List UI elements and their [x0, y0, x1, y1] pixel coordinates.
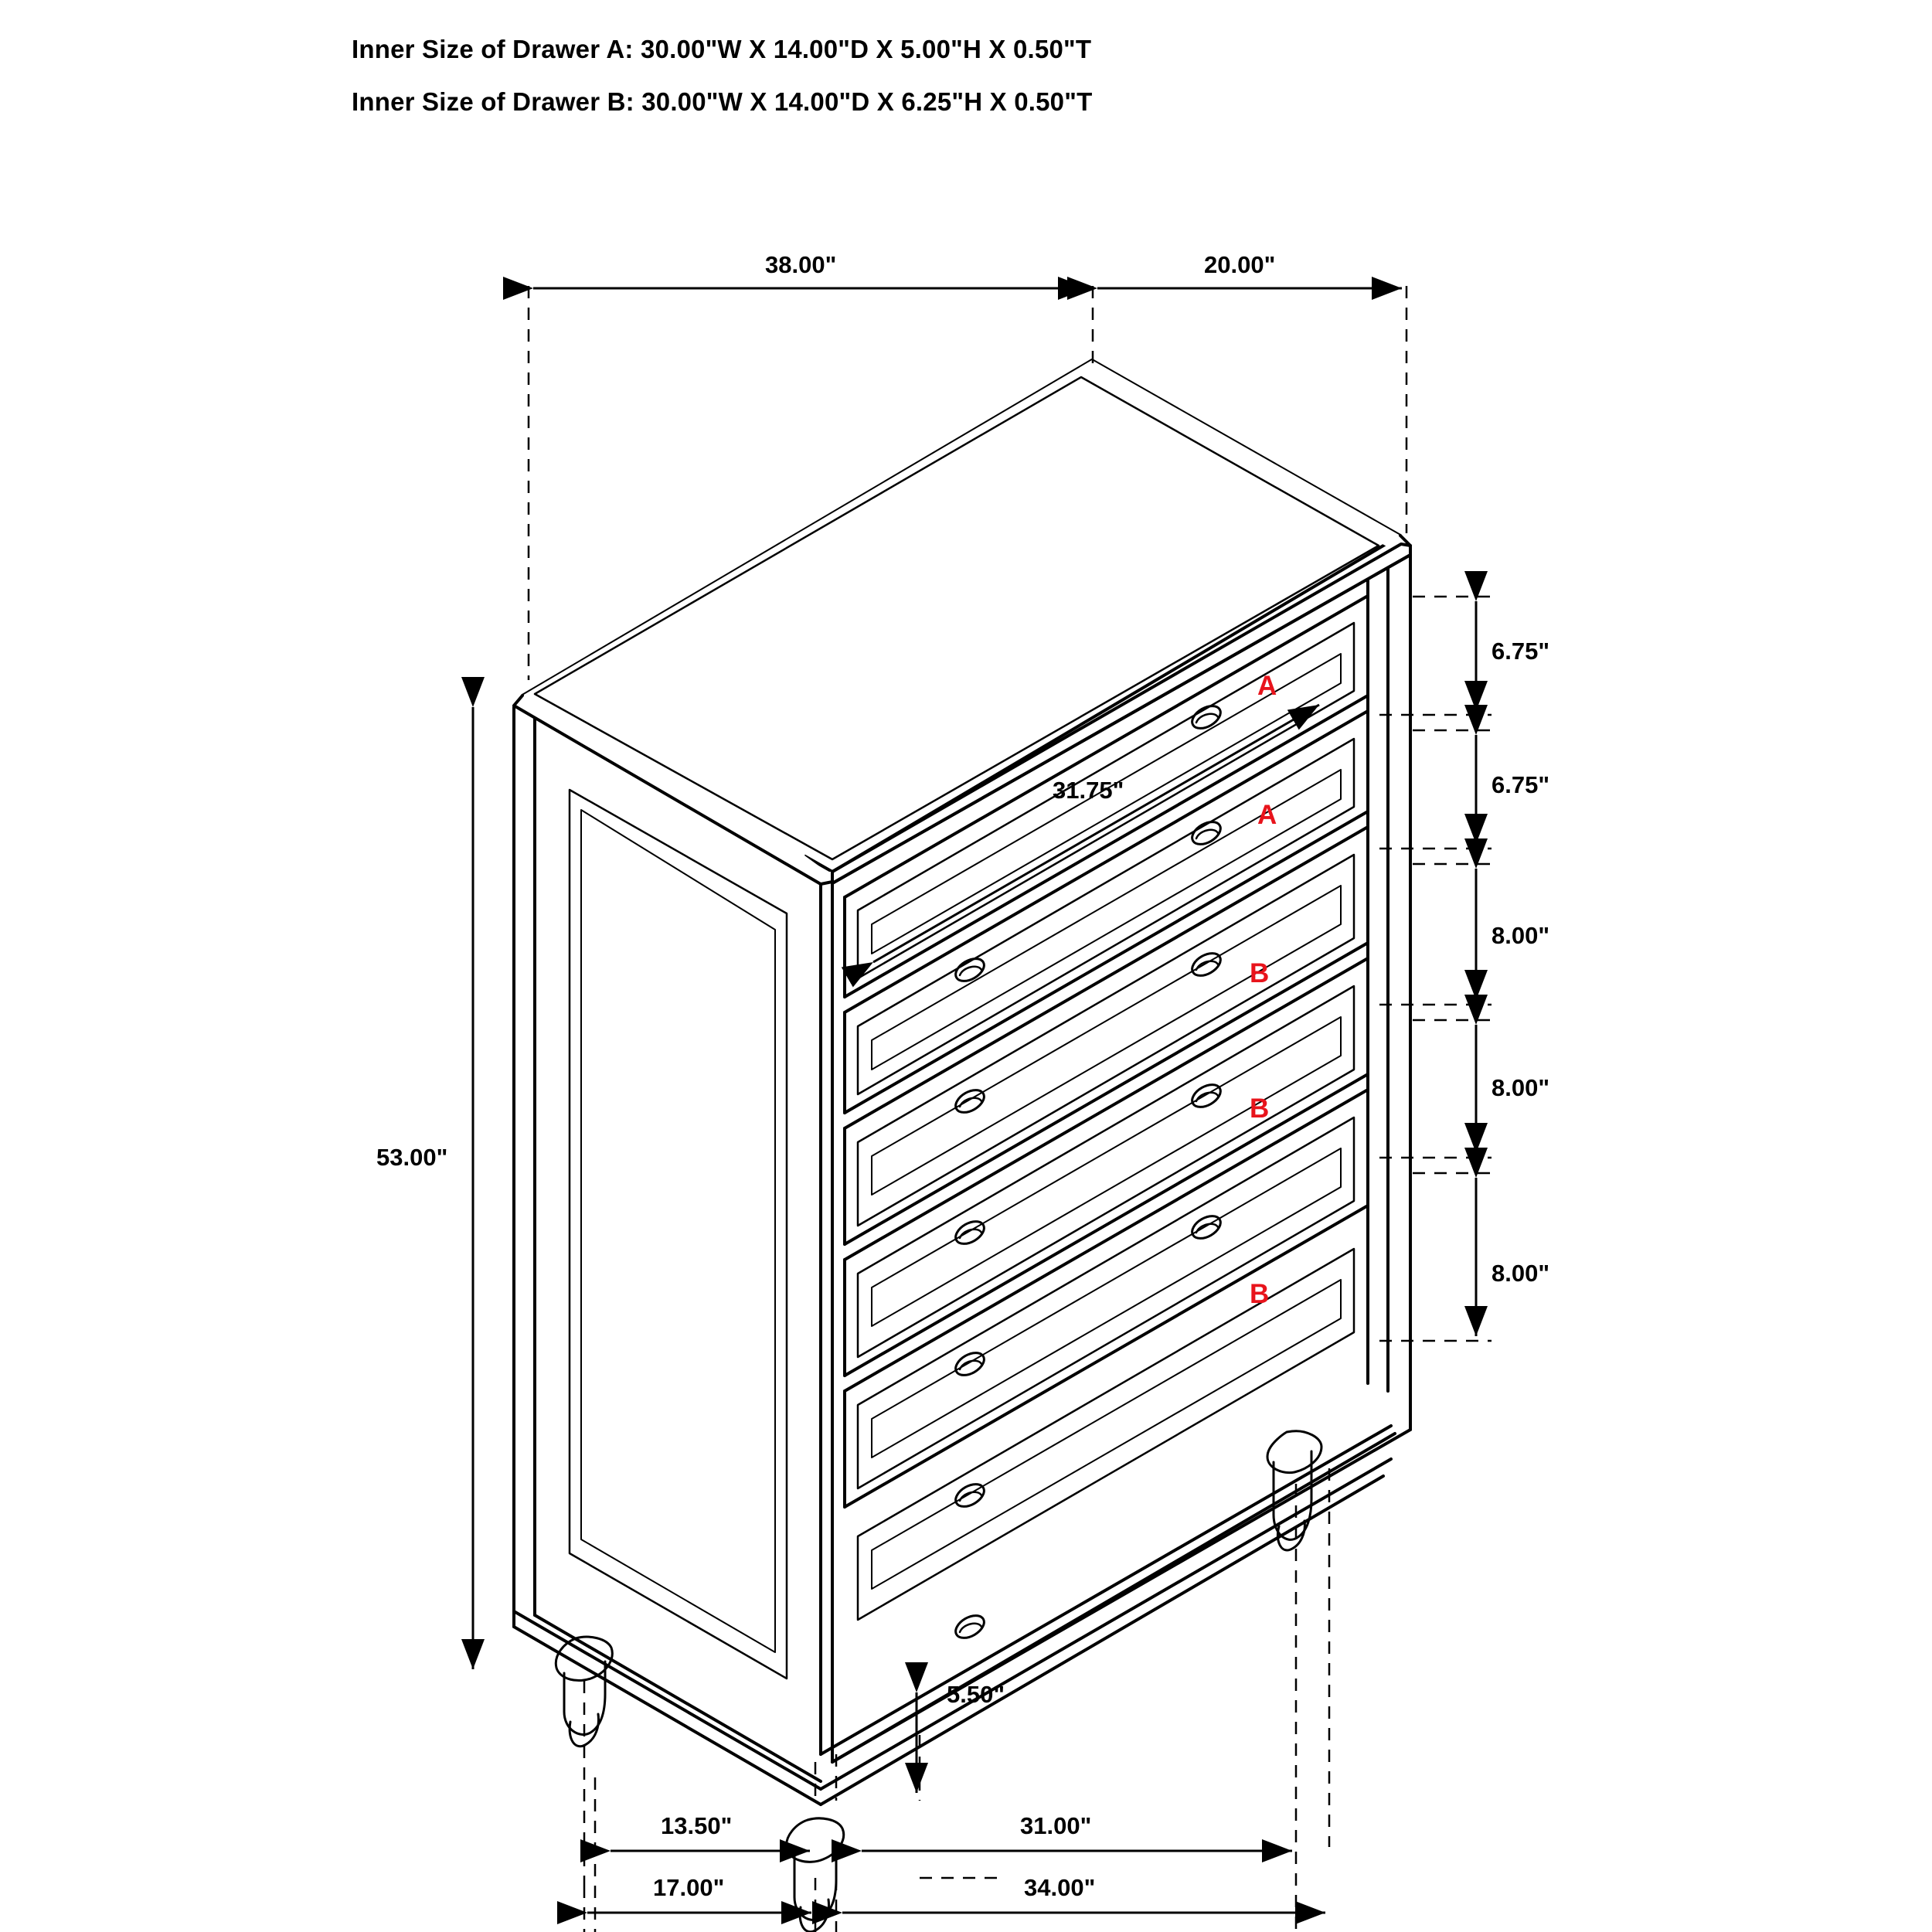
dim-top-width-side: 20.00": [1204, 251, 1276, 278]
drawer-b-inner-size-label: Inner Size of Drawer B: 30.00"W X 14.00"D X 6.25"H X 0.50"T: [352, 87, 1093, 116]
dim-base-depth-inner: 13.50": [661, 1812, 733, 1839]
dim-drawer-4-height: 8.00": [1492, 1074, 1550, 1101]
dim-drawer-1-height: 6.75": [1492, 638, 1550, 665]
dim-overall-height: 53.00": [376, 1144, 448, 1171]
dim-drawer-2-height: 6.75": [1492, 771, 1550, 798]
drawer-label-3: B: [1250, 958, 1270, 988]
drawer-a-inner-size-label: Inner Size of Drawer A: 30.00"W X 14.00"D X 5.00"H X 0.50"T: [352, 35, 1092, 63]
dim-leg-height: 5.50": [947, 1681, 1005, 1708]
dim-drawer-3-height: 8.00": [1492, 922, 1550, 949]
dim-base-width-outer: 34.00": [1024, 1874, 1096, 1901]
dim-drawer-face-width: 31.75": [1053, 777, 1124, 804]
drawer-label-2: A: [1257, 800, 1277, 830]
drawer-label-4: B: [1250, 1094, 1270, 1124]
dim-base-depth-outer: 17.00": [653, 1874, 725, 1901]
dim-base-width-inner: 31.00": [1020, 1812, 1092, 1839]
dim-drawer-5-height: 8.00": [1492, 1260, 1550, 1287]
drawer-label-1: A: [1257, 671, 1277, 701]
dim-top-width-front: 38.00": [765, 251, 837, 278]
drawer-label-5: B: [1250, 1279, 1270, 1309]
